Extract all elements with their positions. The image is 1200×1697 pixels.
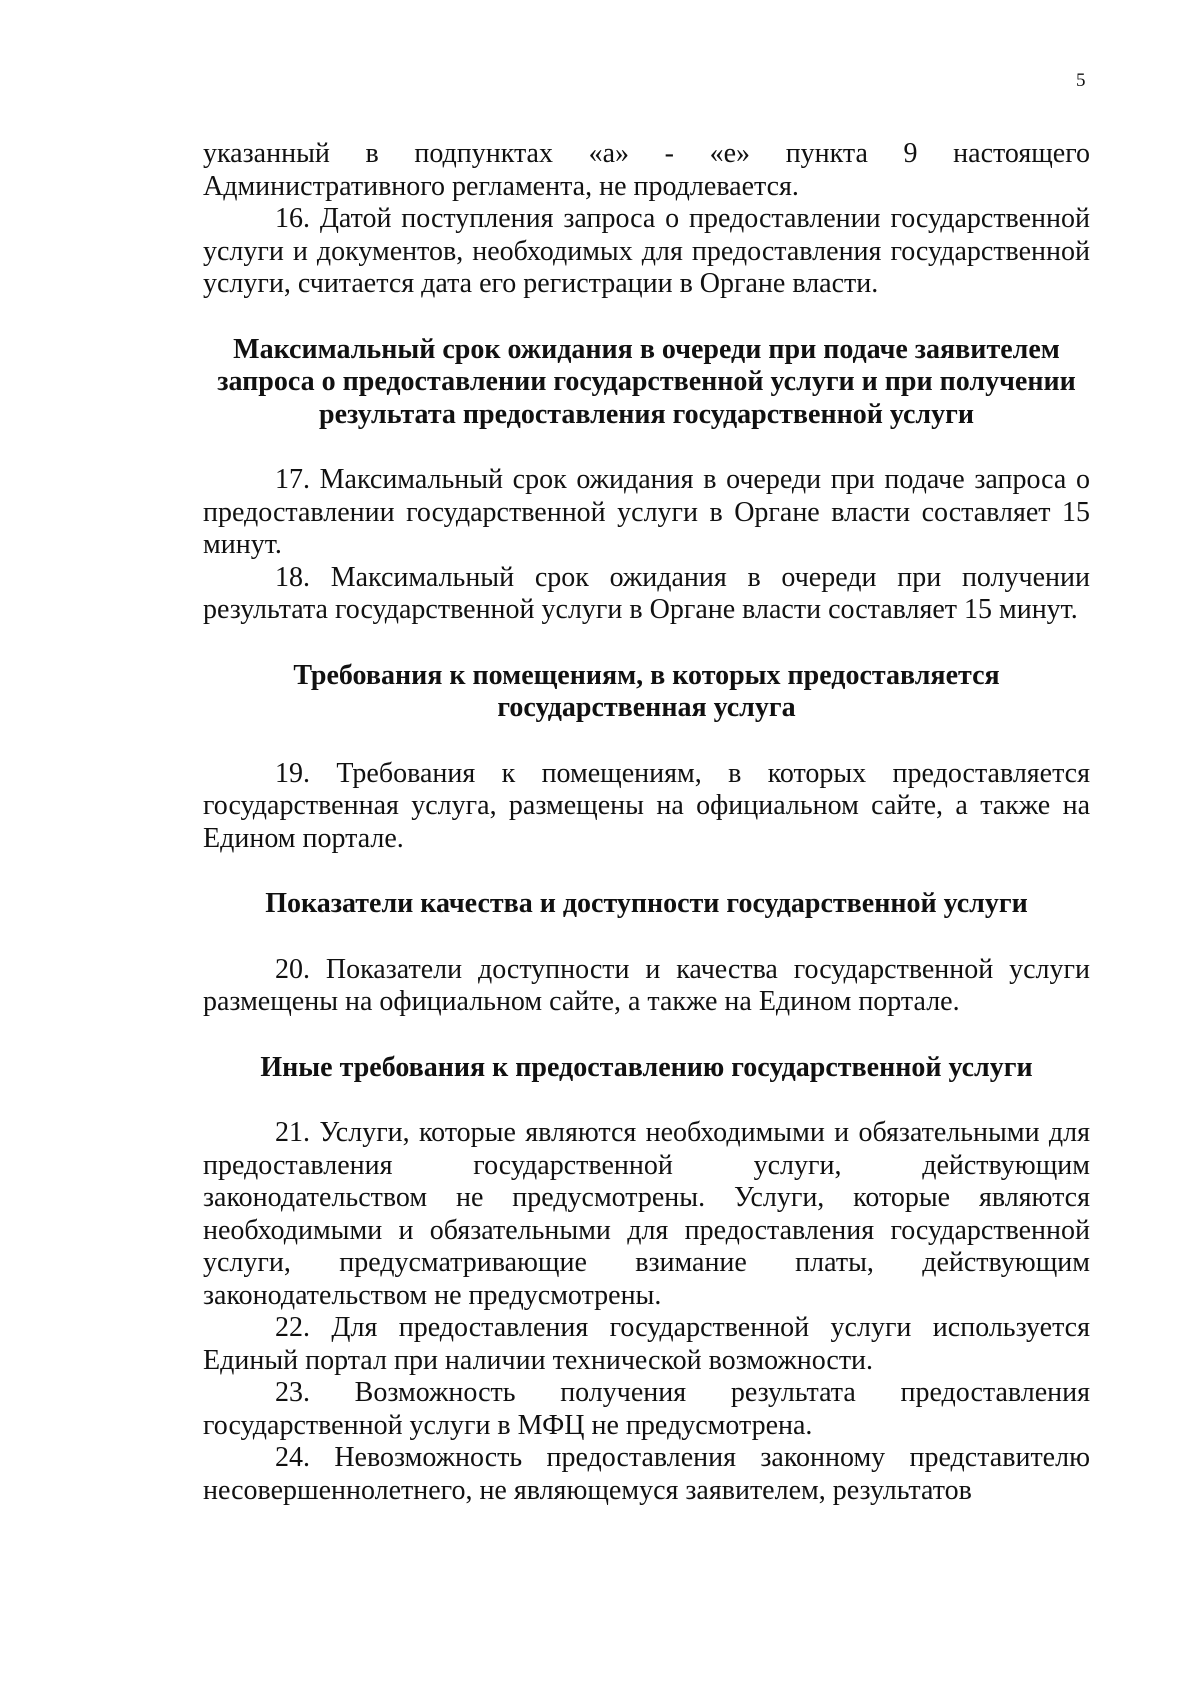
paragraph-20: 20. Показатели доступности и качества государственной услуги размещены на официальном сайте, а также на Едином портале.	[203, 953, 1090, 1017]
paragraph-17: 17. Максимальный срок ожидания в очереди при подаче запроса о предоставлении государственной услуги в Органе власти составляет 15 минут.	[203, 464, 1090, 560]
document-body	[203, 138, 1090, 1507]
paragraph-24: 24. Невозможность предоставления законному представителю несовершеннолетнего, не являющемуся заявителем, результатов	[203, 1442, 1090, 1506]
heading-other-requirements: Иные требования к предоставлению государственной услуги	[260, 1051, 1033, 1083]
heading-premises-requirements: Требования к помещениям, в которых предоставляется государственная услуга	[293, 659, 1000, 723]
paragraph-21: 21. Услуги, которые являются необходимыми и обязательными для предоставления государственной услуги, действующим законодательством не предусмотрены. Услуги, которые являются необходимыми и обязательными для предоставления государственной услуги, предусматривающие взимание платы, действующим законодательством не предусмотрены.	[203, 1117, 1090, 1311]
paragraph-18: 18. Максимальный срок ожидания в очереди при получении результата государственной услуги в Органе власти составляет 15 минут.	[203, 561, 1090, 625]
paragraph-16: 16. Датой поступления запроса о предоставлении государственной услуги и документов, необходимых для предоставления государственной услуги, считается дата его регистрации в Органе власти.	[203, 203, 1090, 299]
paragraph-23: 23. Возможность получения результата предоставления государственной услуги в МФЦ не предусмотрена.	[203, 1377, 1090, 1441]
paragraph-22: 22. Для предоставления государственной услуги используется Единый портал при наличии технической возможности.	[203, 1312, 1090, 1376]
page-number: 5	[1076, 70, 1086, 91]
heading-queue-waiting-time: Максимальный срок ожидания в очереди при подаче заявителем запроса о предоставлении государственной услуги и при получении результата предоставления государственной услуги	[217, 333, 1076, 430]
paragraph-continuation: указанный в подпунктах «а» - «е» пункта 9 настоящего Административного регламента, не продлевается.	[203, 138, 1090, 202]
paragraph-19: 19. Требования к помещениям, в которых предоставляется государственная услуга, размещены на официальном сайте, а также на Едином портале.	[203, 757, 1090, 854]
heading-quality-indicators: Показатели качества и доступности государственной услуги	[265, 888, 1028, 919]
